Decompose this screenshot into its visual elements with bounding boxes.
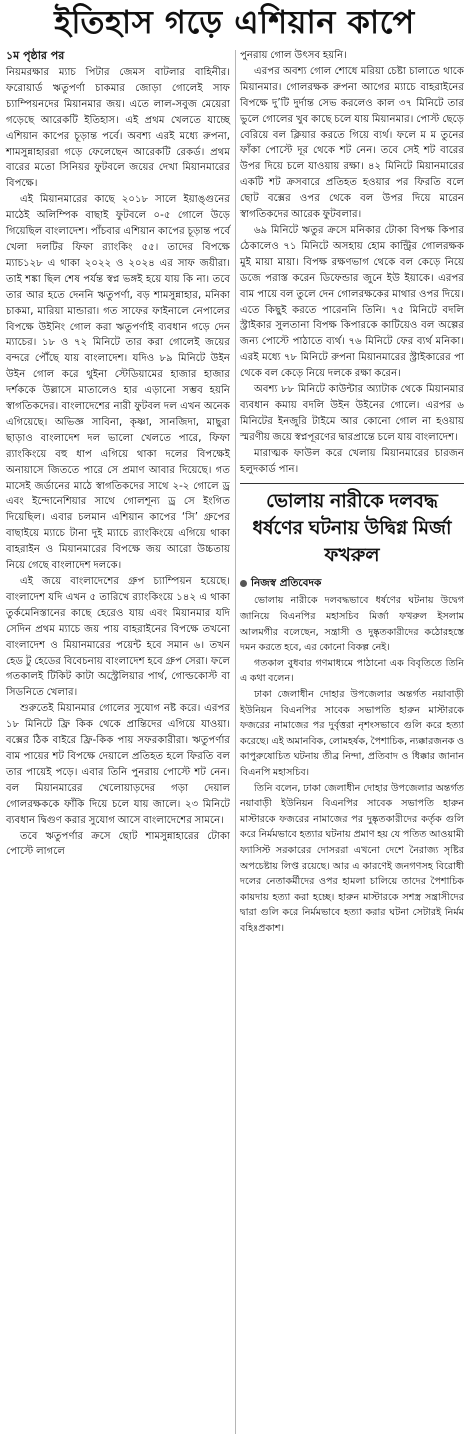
continuation-kicker: ১ম পৃষ্ঠার পর [6, 49, 65, 62]
right-column [240, 48, 464, 1438]
story-paragraph: তিনি বলেন, ঢাকা জেলাধীন দোহার উপজেলার অন্তর্গত নয়াবাড়ী ইউনিয়ন বিএনপির সাবেক সভাপতি হারুন মাস্টারকে ফজরের নামাজের পর দুষ্কৃতকারীদের কর্তৃক গুলি করে নির্মমভাবে হত্যার ঘটনায় প্রমাণ হয় যে পতিত আওয়ামী ফ্যাসিস্ট সরকারের দোসররা এখনো দেশে নৈরাজ্য সৃষ্টির অপচেষ্টায় লিপ্ত রয়েছে। আর এ কারণেই জনগণসহ বিরোধী দলের নেতাকর্মীদের ওপর হামলা চালিয়ে তাদের পৈশাচিক কায়দায় হত্যা করা হচ্ছে। হারুন মাস্টারকে সশস্ত্র সন্ত্রাসীদের দ্বারা গুলি করে নির্মমভাবে হত্যা করার ঘটনা সেটারই নির্মম বহিঃপ্রকাশ। [240, 782, 464, 934]
story-paragraph: এরপর অবশ্য গোল শোধে মরিয়া চেষ্টা চালাতে থাকে মিয়ানমার। গোলরক্ষক রুপনা আগের ম্যাচে বাহরাইনের বিপক্ষে দু’টি দুর্দান্ত সেভ করলেও কাল ৩৭ মিনিটে তার ভুলে গোলের খুব কাছে চলে যায় মিয়ানমার। পোস্ট ছেড়ে বেরিয়ে বল ক্লিয়ার করতে গিয়ে ব্যর্থ। ফলে ম ম তুনের ফাঁকা পোস্টে দূর থেকে শট নেন। তবে সেই শট বারের উপর দিয়ে চলে যাওয়ায় রক্ষা। ৪২ মিনিটে মিয়ানমারের একটি শট ক্রসবারে প্রতিহত হওয়ার পর ফিরতি বলে ছোট বক্সের ওপর থেকে বল উপর দিয়ে মারেন স্বাগতিকদের আরেক ফুটবলার। [240, 65, 464, 221]
story-paragraph: তবে ঋতুপর্ণার ক্রসে ছোট শামসুন্নাহারের টোকা পোস্টে লাগলে [6, 830, 230, 858]
second-story-headline: ভোলায় নারীকে দলবদ্ধ ধর্ষণের ঘটনায় উদ্বিগ্ন মির্জা ফখরুল [252, 490, 452, 567]
byline [240, 575, 464, 591]
column-divider [235, 50, 236, 1434]
story-paragraph: মারাত্মক ফাউল করে খেলায় মিয়ানমারের চারজন হলুদকার্ড পান। [240, 447, 464, 475]
byline-text: নিজস্ব প্রতিবেদক [251, 577, 322, 590]
story-paragraph: ঢাকা জেলাধীন দোহার উপজেলার অন্তর্গত নয়াবাড়ী ইউনিয়ন বিএনপির সাবেক সভাপতি হারুন মাস্টারকে ফজরের নামাজের পর দুর্বৃত্তরা নৃশংসভাবে গুলি করে হত্যা করেছে। এই অমানবিক, লোমহর্ষক, পৈশাচিক, ন্যক্কারজনক ও কাপুরুষোচিত ঘটনায় তীব্র নিন্দা, প্রতিবাদ ও ধিক্কার জানান বিএনপি মহাসচিব। [240, 689, 465, 778]
story-paragraph: ৬৯ মিনিটে ঋতুর ক্রসে মনিকার টোকা বিপক্ষ কিপার ঠেকালেও ৭১ মিনিটে অসহায় হোম কান্ট্রির গোলরক্ষক মুই মায়া মায়া। বিপক্ষ রক্ষণভাগ থেকে বল কেড়ে নিয়ে ডজে পরাস্ত করেন ডিফেন্ডার জুনে ইউ ইয়াকে। এরপর বাম পায়ে বল তুলে দেন গোলরক্ষকের মাথার ওপর দিয়ে। এতে কিছুই করতে পারেননি তিনি। ৭৫ মিনিটে বদলি স্ট্রাইকার সুলতানা বিপক্ষ কিপারকে কাটিয়েও বল অল্পের জন্য পোস্টে পাঠাতে ব্যর্থ। ৭৬ মিনিটে ফের ব্যর্থ মনিকা। এরই মধ্যে ৭৮ মিনিটে রুপনা মিয়ানমারের স্ট্রাইকারের পা থেকে বল কেড়ে নিয়ে দলকে রক্ষা করেন। [240, 224, 464, 380]
story-paragraph: ভোলায় নারীকে দলবদ্ধভাবে ধর্ষণের ঘটনায় উদ্বেগ জানিয়ে বিএনপির মহাসচিব মির্জা ফখরুল ইসলাম আলমগীর বলেছেন, সন্ত্রাসী ও দুষ্কৃতকারীদের কঠোরহস্তে দমন করতে হবে, এর কোনো বিকল্প নেই। [240, 595, 464, 654]
story-paragraph: গতকাল বুধবার গণমাধ্যমে পাঠানো এক বিবৃতিতে তিনি এ কথা বলেন। [240, 657, 464, 685]
story-paragraph: অবশ্য ৮৮ মিনিটে কাউন্টার অ্যাটাক থেকে মিয়ানমার ব্যবধান কমায় বদলি উইন উইনের গোলে। এরপর ৬ মিনিটের ইনজুরি টাইমে আর কোনো গোল না হওয়ায় স্মরণীয় জয়ে স্বপ্নপূরণের দ্বারপ্রান্তে চলে যায় বাংলাদেশ। [240, 384, 464, 443]
story-paragraph: শুরুতেই মিয়ানমার গোলের সুযোগ নষ্ট করে। এরপর ১৮ মিনিটে ফ্রি কিক থেকে প্রান্তিদের এগিয়ে যাওয়া। বক্সের ঠিক বাইরে ফ্রি-কিক পায় সফরকারীরা। ঋতুপর্ণার বাম পায়ের শট বিপক্ষে দেয়ালে প্রতিহত হলে ফিরতি বল তার পায়েই পড়ে। এবার তিনি পুনরায় পোস্টে শট নেন। বল মিয়ানমারের খেলোয়াড়দের গড়া দেয়াল গোলরক্ষককে ফাঁকি দিয়ে চলে যায় জালে। ২৩ মিনিটে ব্যবধান দ্বিগুণ করার সুযোগ আসে বাংলাদেশের সামনে। [6, 703, 230, 826]
main-headline: ইতিহাস গড়ে এশিয়ান কাপে [54, 3, 415, 41]
story-paragraph: এই জয়ে বাংলাদেশের গ্রুপ চ্যাম্পিয়ন হয়েছে। বাংলাদেশ যদি এখন ৫ তারিখে র‍্যাংকিংয়ে ১৪২ এ থাকা তুর্কমেনিস্তানের কাছে হেরেও যায় এবং মিয়ানমার যদি সেদিন প্রথম ম্যাচে জয় পায় বাহরাইনের বিপক্ষে তখনো বাংলাদেশ ও মিয়ানমারের পয়েন্ট হবে সমান ৬। তখন হেড টু হেডের বিবেচনায় বাংলাদেশ হবে গ্রুপ সেরা। ফলে গতকালই টিকিট কাটা অস্ট্রেলিয়ার পার্থ, গোল্ডকোস্ট বা সিডনিতে খেলার। [6, 576, 230, 699]
story-paragraph: নিয়মরক্ষার ম্যাচ পিটার জেমস বাটলার বাহিনীর। ফরোয়ার্ড ঋতুপর্ণা চাকমার জোড়া গোলেই সাফ চ্যাম্পিয়নদের মিয়ানমার জয়। এতে লাল-সবুজ মেয়েরা গড়েছে আরেকটি ইতিহাস। এই প্রথম খেলতে যাচ্ছে এশিয়ান কাপের চূড়ান্ত পর্বে। অবশ্য এরই মধ্যে রুপনা, শামসুন্নাহাররা গড়ে ফেলেছেন আরেকটি রেকর্ড। প্রথম বারের মতো সিনিয়র ফুটবলে জয়ের দেখা মিয়ানমারের বিপক্ষে। [6, 67, 230, 190]
story-paragraph: পুনরায় গোল উৎসব হয়নি। [240, 50, 347, 61]
story-separator [240, 483, 464, 484]
story-paragraph: এই মিয়ানমারের কাছে ২০১৮ সালে ইয়াঙ্গুনের মাঠেই অলিম্পিক বাছাই ফুটবলে ০-৫ গোলে উড়ে গিয়েছিল বাংলাদেশ। পাঁচবার এশিয়ান কাপের চূড়ান্ত পর্বে খেলা দলটির ফিফা র‍্যাংকিং ৫৫। তাদের বিপক্ষে ম্যাচ১২৮ এ থাকা ২০২২ ও ২০২৪ এর সাফ জয়ীরা। তাই শঙ্কা ছিল শেষ পর্যন্ত স্বপ্ন ভঙ্গই হয়ে যায় কি না। তবে তার আর হতে দেননি ঋতুপর্ণা, বড় শামসুন্নাহার, মনিকা চাকমা, মারিয়া মান্ডারা। গত সাফের ফাইনালে নেপালের বিপক্ষে উইনিং গোল করা ঋতুপর্ণাই ব্যবধান গড়ে দেন ম্যাচের। ১৮ ও ৭২ মিনিটে তার করা গোলেই জয়ের বন্দরে পৌঁছে যায় বাংলাদেশ। যদিও ৮৯ মিনিটে উইন উইন গোল করে থুইনা স্টেডিয়ামের হাজার হাজার দর্শককে উল্লাসে মাতালেও হার এড়ানো সম্ভব হয়নি স্বাগতিকদের। বাংলাদেশের নারী ফুটবল দল এখন অনেক এগিয়েছে। অভিজ্ঞ সাবিনা, কৃষ্ণা, সানজিদা, মাছুরা ছাড়াও বাংলাদেশ দল ভালো খেলতে পারে, ফিফা র‍্যাংকিংয়ে বহু ধাপ এগিয়ে থাকা দলের বিপক্ষেই অনায়াসে জিততে পারে সে প্রমাণ আবার দিয়েছে। গত মাসেই জর্ডানের মাঠে স্বাগতিকদের সাথে ২-২ গোলে ড্র এবং ইন্দোনেশিয়ার সাথে গোলশূন্য ড্র সে ইংগিত দিয়েছিল। এবার চলমান এশিয়ান কাপের ‘সি’ গ্রুপের বাছাইয়ে ম্যাচে টানা দুই ম্যাচে র‍্যাংকিংয়ে এগিয়ে থাকা বাহরাইন ও মিয়ানমারের বিপক্ষে জয় আরো উচ্চতায় নিয়ে গেছে বাংলাদেশ দলকে। [6, 194, 230, 572]
left-column [6, 48, 230, 1438]
second-story [240, 483, 464, 936]
bullet-icon [240, 580, 247, 587]
